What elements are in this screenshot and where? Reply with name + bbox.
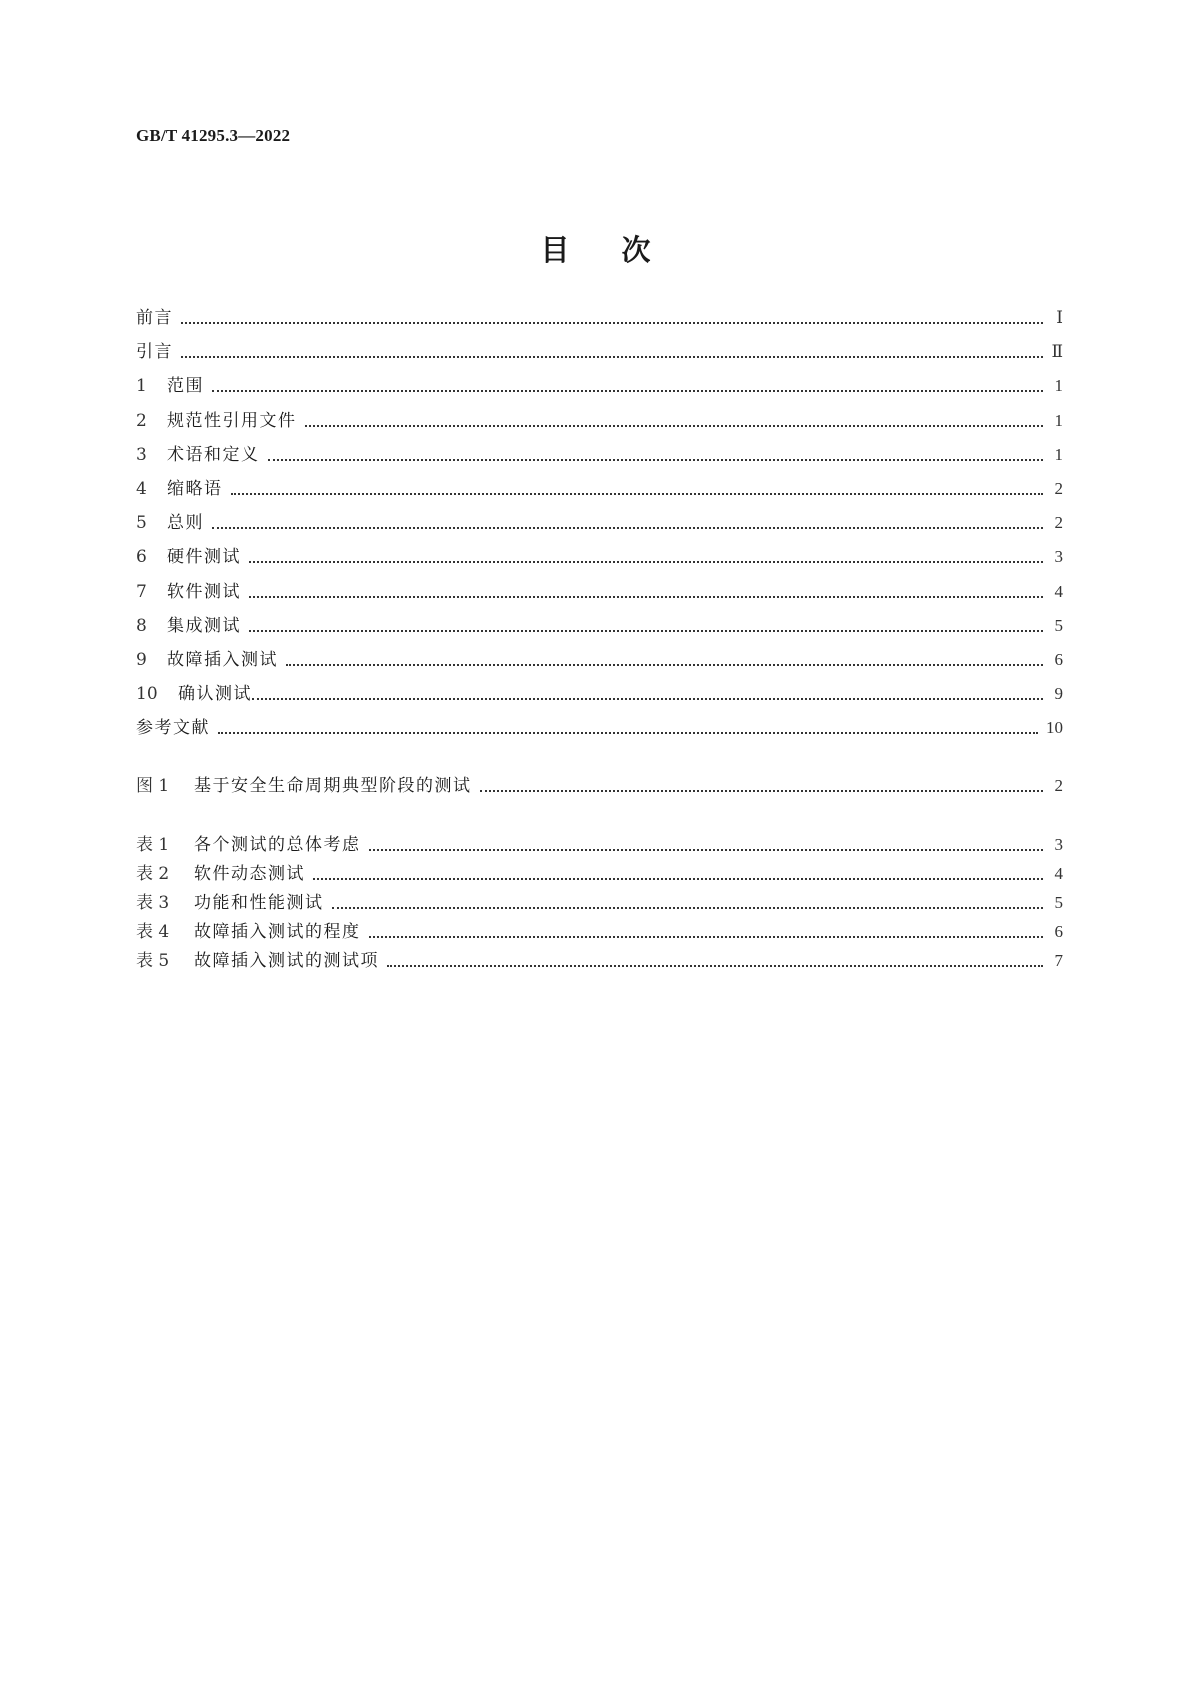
toc-item-page: 10 (1046, 718, 1063, 737)
toc-item-hardware-testing[interactable] (136, 545, 1063, 569)
toc-item-integration-testing[interactable] (136, 614, 1063, 638)
toc-item-number: 2 (136, 411, 147, 431)
toc-item-label: 总则 (167, 513, 204, 533)
table-number: 表 1 (136, 835, 170, 855)
toc-item-page: 1 (1054, 411, 1063, 430)
toc-item-page: 2 (1054, 513, 1063, 532)
dot-leader (249, 596, 1043, 598)
toc-item-fault-insertion-testing[interactable] (136, 648, 1063, 672)
table-label: 故障插入测试的程度 (194, 922, 361, 942)
table-number: 表 2 (136, 864, 170, 884)
toc-item-label: 软件测试 (167, 582, 241, 602)
dot-leader (218, 732, 1038, 734)
dot-leader (212, 527, 1043, 529)
toc-item-label: 故障插入测试 (167, 650, 278, 670)
toc-item-number: 8 (136, 616, 147, 636)
dot-leader (387, 965, 1043, 967)
toc-item-page: 1 (1054, 376, 1063, 395)
toc-item-label: 引言 (136, 342, 173, 362)
table-page: 6 (1054, 922, 1063, 941)
figure-list-item[interactable] (136, 774, 1063, 798)
figure-page: 2 (1054, 776, 1063, 795)
table-number: 表 4 (136, 922, 170, 942)
toc-item-label: 参考文献 (136, 718, 210, 738)
dot-leader (286, 664, 1043, 666)
dot-leader (369, 849, 1044, 851)
dot-leader (313, 878, 1043, 880)
toc-item-label: 确认测试 (178, 684, 252, 704)
dot-leader (231, 493, 1044, 495)
table-list-item[interactable] (136, 833, 1063, 857)
dot-leader (268, 459, 1044, 461)
document-code: GB/T 41295.3—2022 (136, 126, 291, 145)
table-list-item[interactable] (136, 891, 1063, 915)
toc-item-page: 5 (1054, 616, 1063, 635)
toc-item-page: 2 (1054, 479, 1063, 498)
table-page: 7 (1054, 951, 1063, 970)
toc-item-software-testing[interactable] (136, 580, 1063, 604)
dot-leader (181, 356, 1043, 358)
table-label: 功能和性能测试 (194, 893, 324, 913)
dot-leader (181, 322, 1043, 324)
toc-item-number: 9 (136, 650, 147, 670)
toc-item-number: 1 (136, 376, 147, 396)
dot-leader (252, 698, 1043, 700)
dot-leader (480, 790, 1044, 792)
toc-item-page: 1 (1054, 445, 1063, 464)
toc-item-label: 前言 (136, 308, 173, 328)
toc-item-label: 术语和定义 (167, 445, 260, 465)
table-list-item[interactable] (136, 920, 1063, 944)
dot-leader (249, 630, 1043, 632)
toc-item-page: Ⅱ (1051, 342, 1063, 361)
toc-item-label: 集成测试 (167, 616, 241, 636)
toc-item-bibliography[interactable] (136, 716, 1063, 740)
table-page: 5 (1054, 893, 1063, 912)
dot-leader (332, 907, 1044, 909)
toc-item-number: 10 (136, 684, 158, 704)
toc-item-validation-testing[interactable] (136, 682, 1063, 706)
table-list-item[interactable] (136, 862, 1063, 886)
figure-label: 基于安全生命周期典型阶段的测试 (194, 776, 472, 796)
dot-leader (212, 390, 1043, 392)
page-title: 目次 (540, 233, 703, 267)
dot-leader (249, 561, 1043, 563)
toc-item-number: 6 (136, 547, 147, 567)
table-label: 故障插入测试的测试项 (194, 951, 379, 971)
toc-item-page: Ⅰ (1056, 308, 1063, 327)
dot-leader (369, 936, 1044, 938)
toc-item-number: 7 (136, 582, 147, 602)
figure-number: 图 1 (136, 776, 170, 796)
table-number: 表 5 (136, 951, 170, 971)
toc-item-number: 5 (136, 513, 147, 533)
toc-item-label: 范围 (167, 376, 204, 396)
toc-item-number: 3 (136, 445, 147, 465)
toc-item-page: 9 (1054, 684, 1063, 703)
toc-item-preface[interactable] (136, 306, 1063, 330)
table-label: 软件动态测试 (194, 864, 305, 884)
toc-item-page: 3 (1054, 547, 1063, 566)
toc-item-page: 4 (1054, 582, 1063, 601)
table-list-item[interactable] (136, 949, 1063, 973)
toc-item-number: 4 (136, 479, 147, 499)
table-number: 表 3 (136, 893, 170, 913)
dot-leader (305, 425, 1044, 427)
table-page: 3 (1054, 835, 1063, 854)
toc-item-scope[interactable] (136, 374, 1063, 398)
toc-item-label: 缩略语 (167, 479, 223, 499)
toc-item-introduction[interactable] (136, 340, 1063, 364)
toc-item-label: 规范性引用文件 (167, 411, 297, 431)
toc-item-label: 硬件测试 (167, 547, 241, 567)
table-label: 各个测试的总体考虑 (194, 835, 361, 855)
toc-item-terms-definitions[interactable] (136, 443, 1063, 467)
toc-item-normative-references[interactable] (136, 409, 1063, 433)
toc-item-page: 6 (1054, 650, 1063, 669)
table-page: 4 (1054, 864, 1063, 883)
toc-item-general[interactable] (136, 511, 1063, 535)
toc-item-abbreviations[interactable] (136, 477, 1063, 501)
